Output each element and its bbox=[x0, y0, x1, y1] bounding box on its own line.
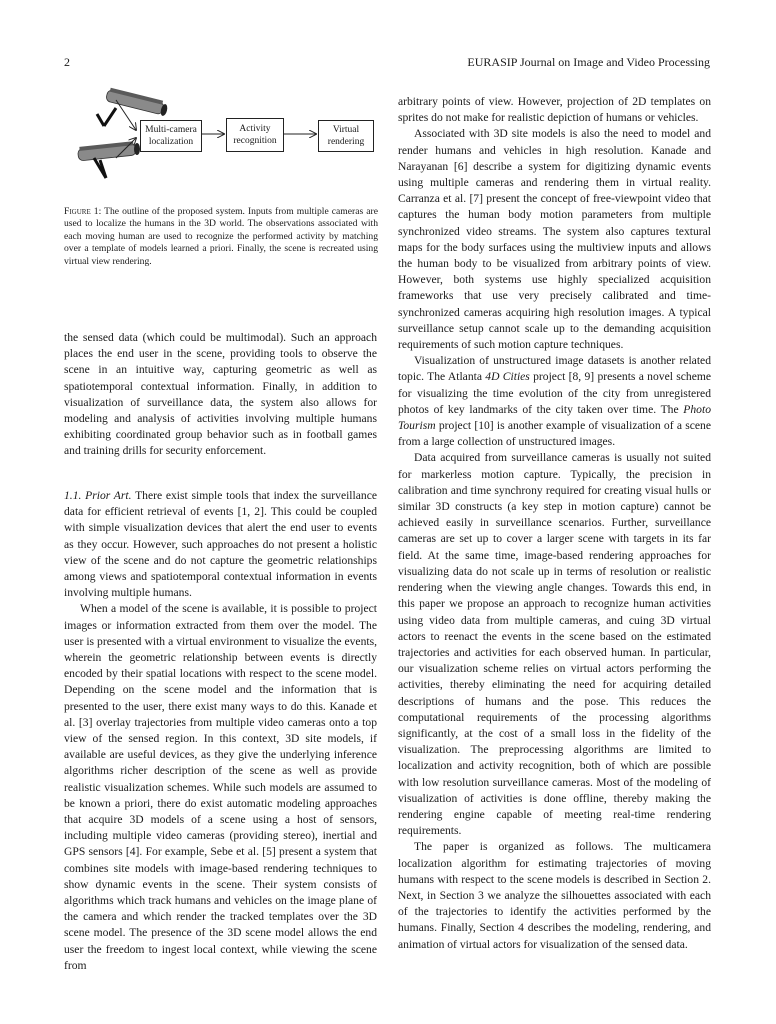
page-number: 2 bbox=[64, 55, 70, 69]
left-column-top bbox=[64, 330, 377, 460]
left-paragraph-3: When a model of the scene is available, it is possible to project images or information extracted from them over the model. The user is presented with a virtual environment to visualize the events, wherein the geometric relationship between events is directly encoded by their spatial locations with respect to the scene model. Depending on the scene model and the information that is presented to the user, there exist many ways to do this. Kanade et al. [3] overlay trajectories from multiple video cameras onto a top view of the sensed region. In this context, 3D site models, if available are useful devices, as they give the underlying inference algorithms richer description of the scene as well as provide realistic visualization schemes. While such models are assumed to be known a priori, there do exist automatic modeling approaches that acquire 3D models of a scene using a host of sensors, including multiple video cameras (providing stereo), inertial and GPS sensors [4]. For example, Sebe et al. [5] present a system that combines site models with image-based rendering techniques to show dynamic events in the scene. Their system consists of algorithms which track humans and vehicles on the image plane of the camera and which render the tracked templates over the 3D scene model. The presence of the 3D scene model allows the end user the freedom to ingest local context, while viewing the scene from bbox=[64, 602, 377, 972]
figure-caption bbox=[64, 206, 378, 268]
right-paragraph-2: Associated with 3D site models is also the need to model and render humans and vehicles in high resolution. Kanade and Narayanan [6] describe a system for digitizing dynamic events using multiple cameras and rendering them in virtual reality. Carranza et al. [7] present the concept of free-viewpoint video that captures the human body motion parameters from multiple synchronized video streams. The system also captures textural maps for the body surfaces using the multiview inputs and allows the human body to be visualized from arbitrary points of view. However, both systems use highly specialized acquisition frameworks that use very precisely calibrated and time-synchronized cameras acquiring high resolution images. A typical surveillance setup cannot scale up to the demanding acquisition requirements of such motion capture techniques. bbox=[398, 127, 711, 352]
right-paragraph-1: arbitrary points of view. However, projection of 2D templates on sprites do not make for realistic depiction of humans or vehicles. bbox=[398, 95, 711, 125]
journal-title: EURASIP Journal on Image and Video Processing bbox=[467, 55, 710, 69]
right-paragraph-5: The paper is organized as follows. The multicamera localization algorithm for estimating trajectories of moving humans with respect to the scene models is described in Section 2. Next, in Section 3 we analyze the silhouettes associated with each of the trajectories to identify the activities performed by the humans. Finally, Section 4 describes the modeling, rendering, and animation of virtual actors for visualization of the sensed data. bbox=[398, 840, 711, 951]
camera-bottom-icon bbox=[78, 141, 140, 178]
localization-box: Multi-camera localization bbox=[140, 120, 202, 152]
left-column-bottom bbox=[64, 488, 377, 974]
left-paragraph-1: the sensed data (which could be multimodal). Such an approach places the end user in the scene, providing tools to observe the scene in an intuitive way, capturing geometric as well as spatiotemporal contextual information. Finally, in addition to visualization of surveillance data, the system also allows for modeling and analysis of activities involving multiple humans exhibiting coordinated group behavior such as in football games and training drills for security enforcement. bbox=[64, 331, 377, 458]
figure-1 bbox=[64, 86, 382, 186]
activity-recognition-box: Activity recognition bbox=[226, 118, 284, 152]
virtual-rendering-box: Virtual rendering bbox=[318, 120, 374, 152]
section-heading-prior-art: 1.1. Prior Art. bbox=[64, 489, 132, 502]
figure-label: Figure 1: bbox=[64, 206, 102, 217]
figure-caption-text: The outline of the proposed system. Inputs from multiple cameras are used to localize the humans in the 3D world. The observations associated with each moving human are used to recognize the performed activity by matching over a template of models learned a priori. Finally, the scene is recreated using virtual view rendering. bbox=[64, 206, 378, 267]
right-column bbox=[398, 94, 711, 953]
right-paragraph-3: Visualization of unstructured image datasets is another related topic. The Atlanta 4D Cities project [8, 9] presents a novel scheme for visualizing the time evolution of the city from unregistered photos of key landmarks of the city taken over time. The Photo Tourism project [10] is another example of visualization of a scene from a large collection of unstructured images. bbox=[398, 354, 712, 449]
right-paragraph-4: Data acquired from surveillance cameras is usually not suited for markerless motion capture. Typically, the precision in calibration and time synchrony required for creating visual hulls or similar 3D constructs (a key step in motion capture) cannot be achieved easily in surveillance scenarios. Further, surveillance cameras are set up to cover a larger scene with targets in its far field. At the same time, image-based rendering approaches for visualizing data do not scale up in terms of resolution or realistic rendering when the viewing angle changes. Towards this end, in this paper we propose an approach to recognize human activities using video data from multiple cameras, and cuing 3D virtual actors to reenact the events in the scene based on the estimated trajectories and activities for each observed human. In particular, our visualization scheme relies on virtual actors performing the activities, thereby eliminating the need for acquiring detailed descriptions of humans and the pose. This reduces the computational requirements of the processing algorithms significantly, at the cost of a small loss in the fidelity of the visualization. The preprocessing algorithms are limited to localization and activity recognition, both of which are possible with low resolution surveillance cameras. Most of the modeling of visualization of activities is done offline, thereby making the rendering engine capable of meeting real-time rendering requirements. bbox=[398, 451, 711, 838]
prior-art-paragraph: 1.1. Prior Art. There exist simple tools that index the surveillance data for efficient retrieval of events [1, 2]. This could be coupled with simple visualization devices that alert the end user to events as they occur. However, such approaches do not present a holistic view of the scene and do not capture the geometric relationships among views and spatiotemporal contextual information in events involving multiple humans. bbox=[64, 489, 377, 600]
